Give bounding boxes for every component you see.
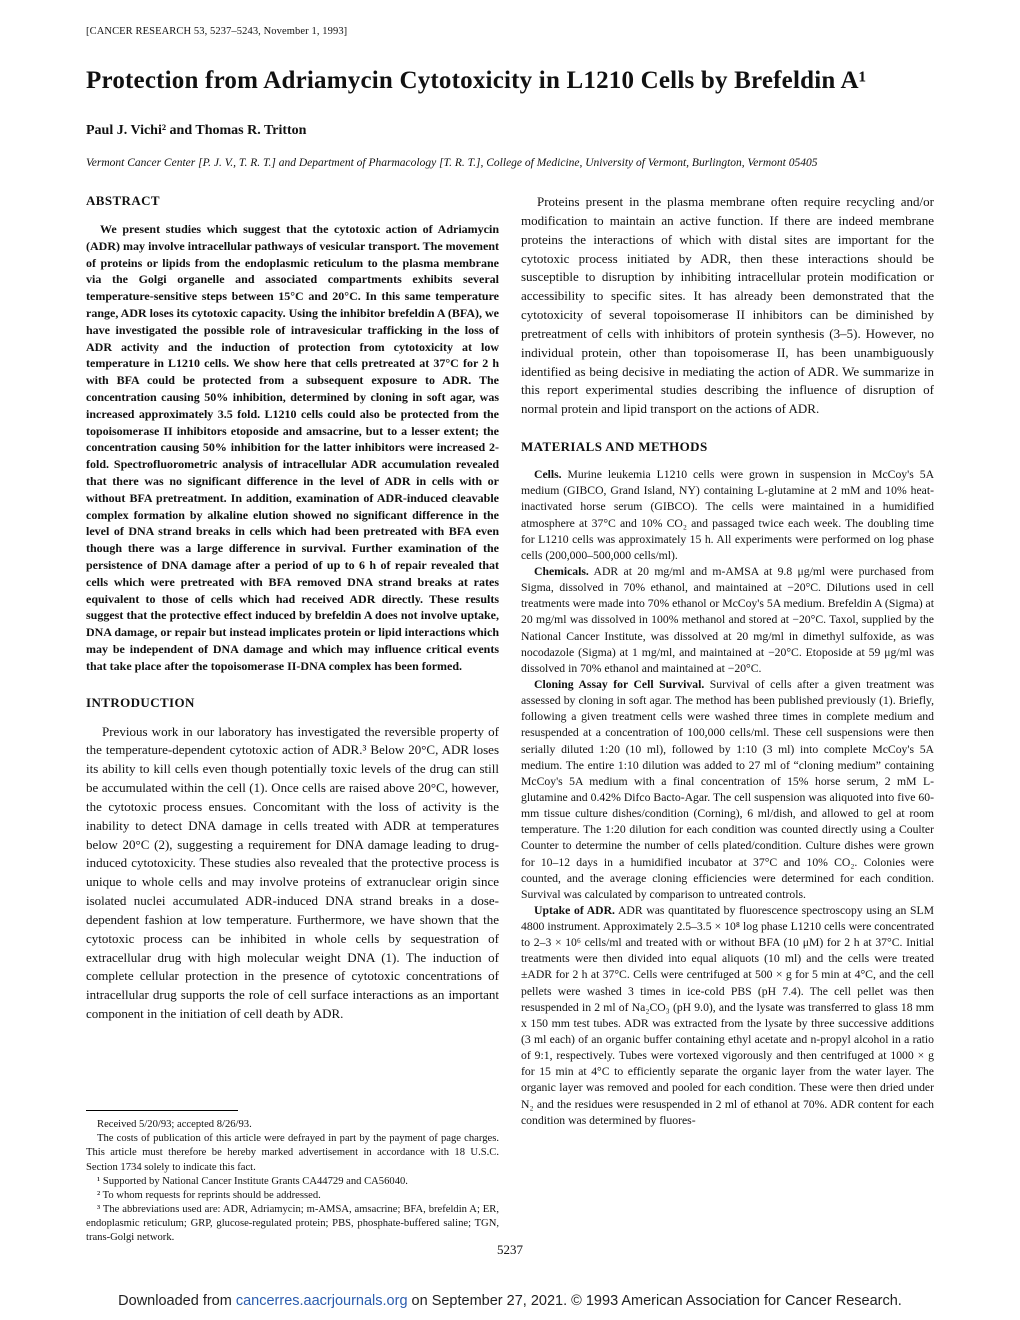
methods-heading: MATERIALS AND METHODS [521,439,708,455]
footnote-block [86,1096,499,1245]
methods-lead: Cells. [534,468,562,482]
author-line: Paul J. Vichi² and Thomas R. Tritton [86,123,307,138]
download-footer [0,1292,1020,1310]
journal-citation-header: [CANCER RESEARCH 53, 5237–5243, November 1, 1993] [86,26,348,37]
footnote-divider [86,1110,238,1111]
page-title: Protection from Adriamycin Cytotoxicity in L1210 Cells by Brefeldin A¹ [86,67,867,94]
methods-text: ADR at 20 mg/ml and m-AMSA at 9.8 μg/ml were purchased from Sigma, dissolved in 70% ethanol, and maintained at −20°C. Dilutions used in cell treatments were made into 70% ethanol or McCoy's 5A medium. Brefeldin A (Sigma) at 20 mg/ml was dissolved in 100% methanol and stored at −20°C. Taxol, supplied by the National Cancer Institute, was dissolved at 20 mg/ml in dimethyl sulfoxide, as was nocodazole (Sigma) at 1 mg/ml, and maintained at −20°C. Etoposide at 59 μg/ml was dissolved in 70% ethanol and maintained at −20°C. [521,564,934,675]
methods-text: Survival of cells after a given treatment was assessed by cloning in soft agar. The method has been published previously (1). Briefly, following a given treatment cells were washed three times in complete medium and resuspended at a concentration of 100,000 cells/ml. These cell suspensions were then serially diluted 1:20 (10 ml), followed by 1:10 (3 ml) into complete McCoy's 5A medium. The entire 1:10 dilution was added to 27 ml of “cloning medium” containing McCoy's 5A medium with a final concentration of 15% horse serum, 2 mM L-glutamine and 0.42% Difco Bacto-Agar. The cell suspension was aliquoted into five 60-mm tissue culture dishes/condition (Corning), 6 ml/dish, and allowed to gel at room temperature. The 1:20 dilution for each condition was counted directly using a Coulter Counter to determine the number of cells plated/condition. Culture dishes were grown for 10–12 days in a humidified incubator at 37°C and 10% CO₂. Colonies were counted, and the average cloning efficiencies were determined for each condition. Survival was calculated by comparison to untreated controls. [521,677,934,901]
affiliation-line: Vermont Cancer Center [P. J. V., T. R. T.] and Department of Pharmacology [T. R. T.], College of Medicine, University of Vermont, Burlington, Vermont 05405 [86,157,818,169]
methods-paragraph-cloning-assay [521,677,934,903]
footer-text-pre: Downloaded from [118,1292,236,1309]
introduction-paragraph: Previous work in our laboratory has investigated the reversible property of the temperature-dependent cytotoxic action of ADR.³ Below 20°C, ADR loses its ability to kill cells even though potentially toxic levels of the drug can still be accumulated within the cell (1). Once cells are raised above 20°C, however, the cytotoxic process ensues. Concomitant with the loss of activity is the inability to detect DNA damage in cells treated with ADR at temperatures below 20°C (2), suggesting a requirement for DNA damage leading to drug-induced cytotoxicity. These studies also revealed that the protective process is unique to whole cells and may involve proteins of extranuclear origin since isolated nuclei accumulated ADR-induced DNA strand breaks in a dose-dependent fashion at low temperature. Furthermore, we have shown that the cytotoxic process can be inhibited in whole cells by sequestration of extracellular drug with high molecular weight DNA (1). The induction of complete cellular protection in the presence of cytotoxic concentrations of intracellular drug supports the role of cell surface interactions as an important component in the initiation of cell death by ADR. [86,723,499,1022]
methods-lead: Uptake of ADR. [534,903,615,917]
abstract-text: We present studies which suggest that the cytotoxic action of Adriamycin (ADR) may involve intracellular pathways of vesicular transport. The movement of proteins or lipids from the endoplasmic reticulum to the plasma membrane via the Golgi organelle and associated compartments exhibits several temperature-sensitive steps between 15°C and 20°C. In this same temperature range, ADR loses its cytotoxic capacity. Using the inhibitor brefeldin A (BFA), we have investigated the possible role of intravesicular trafficking in the loss of ADR activity and the induction of protection from cytotoxicity at low temperature in L1210 cells. We show here that cells pretreated at 37°C for 2 h with BFA could be protected from a subsequent exposure to ADR. The concentration causing 50% inhibition, determined by cloning in soft agar, was increased approximately 3.5 fold. L1210 cells could also be protected from the topoisomerase II inhibitors etoposide and amsacrine, but to a lesser extent; the concentration causing 50% inhibition for the latter inhibitors were increased 2-fold. Spectrofluorometric analysis of intracellular ADR accumulation revealed that there was no significant difference in the level of ADR in cells with or without BFA pretreatment. In addition, examination of ADR-induced cleavable complex formation by alkaline elution showed no significant difference in the level of DNA strand breaks in cells which had been pretreated with BFA even though there was a large difference in survival. Further examination of the persistence of DNA damage after a period of up to 6 h of repair revealed that cells which were pretreated with BFA removed DNA strand breaks at rates equivalent to those of cells which had received ADR directly. These results suggest that the protective effect induced by brefeldin A does not involve uptake, DNA damage, or repair but instead implicates protein or lipid interactions which may be independent of DNA damage and which may influence critical events that take place after the topoisomerase II-DNA complex has been formed. [86,222,499,673]
methods-lead: Cloning Assay for Cell Survival. [534,677,705,691]
footnote-line: The costs of publication of this article were defrayed in part by the payment of page charges. This article must therefore be hereby marked advertisement in accordance with 18 U.S.C. Section 1734 solely to indicate this fact. [86,1133,499,1173]
footnote-line: Received 5/20/93; accepted 8/26/93. [97,1119,252,1131]
download-footer-text [115,1292,905,1310]
two-column-body [86,193,934,1245]
methods-text: ADR was quantitated by fluorescence spectroscopy using an SLM 4800 instrument. Approximately 2.5–3.5 × 10⁸ log phase L1210 cells were concentrated to 2–3 × 10⁶ cells/ml and treated with or without BFA (10 μM) for 2 h at 37°C. Initial treatments were then divided into equal aliquots (10 ml) and the cells were treated ±ADR for 2 h at 37°C. Cells were centrifuged at 500 × g for 5 min at 4°C, and the cell pellets were washed 3 times in ice-cold PBS (pH 7.4). The cell pellet was then resuspended in 2 ml of Na₂CO₃ (pH 9.0), and the lysate was transferred to glass 18 mm x 150 mm test tubes. ADR was extracted from the lysate by three successive additions (3 ml each) of an organic buffer containing ethyl acetate and n-propyl alcohol in a ratio of 9:1, respectively. Tubes were vortexed vigorously and then centrifuged at 1000 × g for 15 min at 4°C to efficiently separate the organic layer from the water layer. The organic layer was removed and pooled for each condition. These were then dried under N₂ and the residues were resuspended in 2 ml of ethanol at 70%. ADR content for each condition was determined by fluores- [521,903,934,1127]
footnote-line: ¹ Supported by National Cancer Institute Grants CA44729 and CA56040. [97,1175,408,1187]
footer-text-post: on September 27, 2021. © 1993 American Association for Cancer Research. [407,1292,902,1309]
abstract-heading: ABSTRACT [86,193,160,208]
footnote-line: ³ The abbreviations used are: ADR, Adriamycin; m-AMSA, amsacrine; BFA, brefeldin A; ER, endoplasmic reticulum; GRP, glucose-regulated protein; PBS, phosphate-buffered saline; TGN, trans-Golgi network. [86,1203,499,1243]
footnote-line: ² To whom requests for reprints should be addressed. [97,1189,321,1201]
methods-paragraph-uptake [521,903,934,1129]
journal-site-link[interactable]: cancerres.aacrjournals.org [235,1292,408,1309]
methods-text: Murine leukemia L1210 cells were grown in suspension in McCoy's 5A medium (GIBCO, Grand Island, NY) containing L-glutamine at 2 mM and 10% heat-inactivated horse serum (GIBCO). The cells were maintained in a humidified atmosphere at 37°C and 10% CO₂ and passaged twice each week. The doubling time for L1210 cells was approximately 15 h. All experiments were performed on log phase cells (200,000–500,000 cells/ml). [521,468,934,562]
methods-paragraph-cells [521,467,934,564]
body-paragraph: Proteins present in the plasma membrane often require recycling and/or modification to maintain an active function. If there are indeed membrane proteins the interactions of which with distal sites are important for the cytotoxic process initiated by ADR, then these interactions should be susceptible to disruption by inhibiting intracellular protein modification or accessibility to specific sites. It has already been demonstrated that the cytotoxicity of several topoisomerase II inhibitors can be diminished by pretreatment of cells with inhibitors of protein synthesis (3–5). However, no individual protein, other than topoisomerase II, has been unambiguously identified as being decisive in mediating the action of ADR. We summarize in this report experimental studies describing the influence of disruption of normal protein and lipid transport on the actions of ADR. [521,194,934,417]
left-column [86,193,499,1245]
introduction-heading: INTRODUCTION [86,694,195,710]
right-column [521,193,934,1245]
methods-paragraph-chemicals [521,564,934,677]
methods-lead: Chemicals. [534,564,589,578]
page-number: 5237 [497,1242,523,1257]
